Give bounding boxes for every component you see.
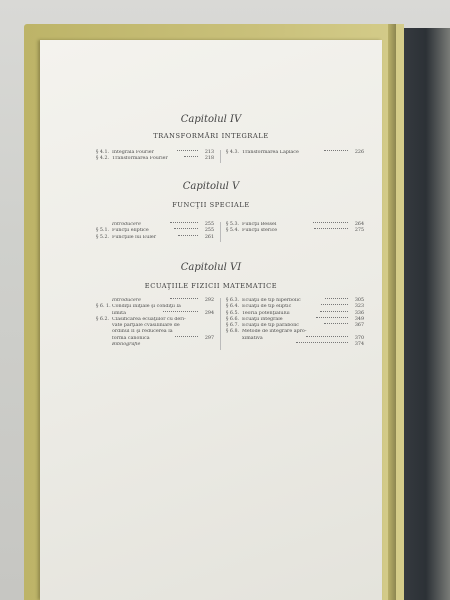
entry-page: 213: [204, 150, 214, 155]
table-of-contents: [40, 40, 382, 600]
entry-page: 297: [204, 335, 214, 341]
entry-title: Clasificarea ecuaţiilor cu deri-: [112, 316, 186, 322]
entry-page: 275: [354, 228, 364, 234]
toc-entry: [96, 156, 214, 162]
chapter-5-title: Capitolul V: [182, 181, 240, 192]
entry-title: Transformarea Laplace: [242, 150, 299, 155]
chapter-4-left-column: [96, 150, 214, 163]
entry-page: 349: [354, 316, 364, 322]
entry-number: § 5.1.: [96, 228, 110, 234]
entry-number: § 6.8.: [226, 329, 240, 335]
entry-page: 218: [204, 156, 215, 162]
entry-page: 255: [204, 222, 215, 227]
entry-number: § 6.6.: [226, 316, 240, 322]
entry-page: 255: [204, 228, 214, 234]
entry-title: Metode de integrare apro-: [242, 329, 307, 335]
entry-title: ordinul II şi reducerea la: [112, 329, 173, 335]
entry-page: 323: [354, 304, 364, 310]
entry-page: 261: [204, 234, 214, 240]
toc-entry: [226, 228, 364, 234]
entry-number: § 6.4.: [226, 304, 240, 310]
toc-entry: [96, 342, 214, 348]
entry-title: Funcţiile lui Euler: [112, 234, 157, 240]
entry-page: 370: [354, 335, 364, 341]
entry-page: 336: [354, 310, 364, 316]
entry-number: § 5.3.: [226, 222, 240, 227]
entry-page: 292: [204, 298, 215, 303]
entry-title: Ecuaţii de tip eliptic: [242, 304, 292, 310]
chapter-5-right-column: [226, 222, 364, 235]
toc-entry: [96, 235, 214, 241]
entry-title: Ecuaţii de tip parabolic: [242, 323, 299, 329]
entry-number: § 5.2.: [96, 234, 110, 240]
chapter-5-left-column: [96, 222, 214, 241]
entry-title: Transformarea Fourier: [112, 156, 168, 162]
entry-page: 226: [354, 150, 365, 155]
entry-number: § 6.7.: [226, 323, 240, 329]
entry-title: Ecuaţii de tip hiperbolic: [242, 298, 301, 303]
entry-title: Funcţii eliptice: [112, 228, 149, 234]
entry-number: § 4.1.: [96, 150, 110, 155]
entry-number: § 6.5.: [226, 310, 240, 316]
entry-title: ximativă: [242, 335, 263, 341]
book-spine-edge: [388, 24, 396, 600]
entry-page: 294: [204, 310, 215, 316]
entry-title: Condiţii iniţiale şi condiţii la: [112, 304, 181, 310]
column-divider: [220, 222, 221, 242]
entry-title: Bibliografie: [112, 342, 141, 348]
toc-entry: [226, 342, 364, 348]
entry-page: 367: [354, 323, 365, 329]
entry-number: § 6.2.: [96, 316, 110, 322]
entry-number: § 5.4.: [226, 228, 240, 234]
column-divider: [220, 150, 221, 163]
chapter-5-section-title: FUNCŢII SPECIALE: [172, 201, 250, 209]
chapter-6-title: Capitolul VI: [180, 262, 242, 273]
chapter-4-right-column: [226, 150, 364, 156]
entry-title: Integrala Fourier: [112, 150, 154, 155]
entry-title: Funcţii sferice: [242, 228, 278, 234]
entry-number: § 6. 1.: [96, 304, 111, 310]
chapter-4-title: Capitolul IV: [180, 114, 242, 125]
entry-number: § 4.2.: [96, 156, 110, 162]
entry-title: Introducere: [112, 222, 141, 227]
entry-title: Funcţii Bessel: [242, 222, 277, 227]
chapter-4-section-title: TRANSFORMĂRI INTEGRALE: [153, 132, 269, 140]
chapter-6-section-title: ECUAŢIILE FIZICII MATEMATICE: [144, 282, 278, 290]
entry-page: 374: [354, 342, 364, 348]
entry-number: § 6.3.: [226, 298, 240, 303]
entry-title: Introducere: [112, 298, 141, 303]
entry-page: 264: [354, 222, 364, 227]
entry-number: § 4.3.: [226, 150, 240, 155]
entry-page: 305: [354, 298, 365, 303]
entry-title: forma canonică: [112, 335, 150, 341]
entry-title: limită: [112, 310, 126, 316]
entry-title: Teoria potenţialului: [242, 310, 290, 316]
entry-title: vate parţiale cvasiliniare de: [112, 323, 180, 329]
book-page: [40, 40, 382, 600]
toc-entry: [226, 150, 364, 156]
chapter-6-left-column: [96, 298, 214, 348]
entry-title: Ecuaţii integrale: [242, 316, 283, 322]
chapter-6-right-column: [226, 298, 364, 348]
column-divider: [220, 298, 221, 350]
